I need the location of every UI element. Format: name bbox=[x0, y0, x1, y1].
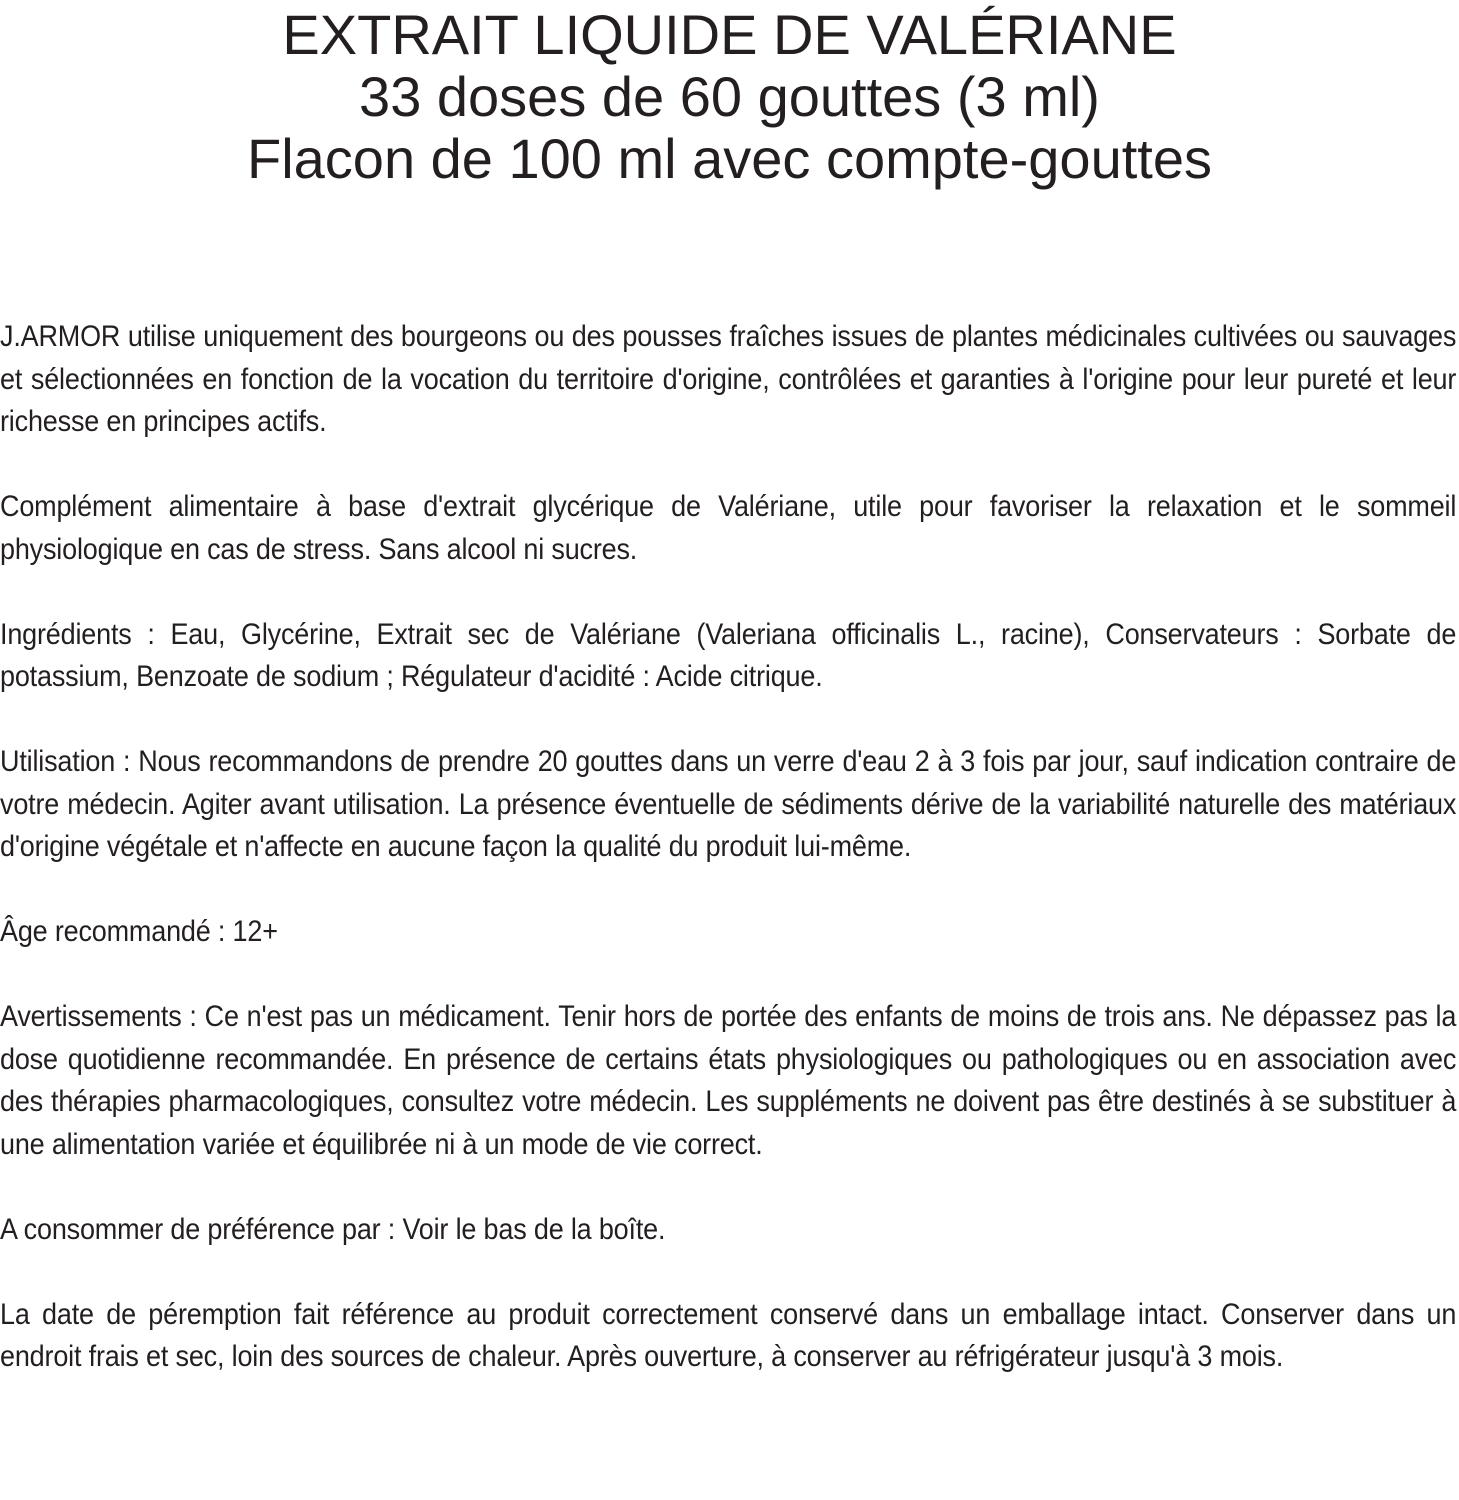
best-before-paragraph: A consommer de préférence par : Voir le bas de la boîte. bbox=[0, 1212, 666, 1246]
description-paragraph: Complément alimentaire à base d'extrait glycérique de Valériane, utile pour favoriser la relaxation et le sommeil physiologique en cas de stress. Sans alcool ni sucres. bbox=[0, 490, 1457, 566]
warnings-paragraph: Avertissements : Ce n'est pas un médicament. Tenir hors de portée des enfants de moins de trois ans. Ne dépassez pas la dose quotidienne recommandée. En présence de certains états physiologiques ou pathologiques ou en association avec des thérapies pharmacologiques, consultez votre médecin. Les suppléments ne doivent pas être destinés à se substituer à une alimentation variée et équilibrée ni à un mode de vie correct. bbox=[0, 1000, 1457, 1161]
product-header bbox=[0, 4, 1459, 190]
storage-paragraph: La date de péremption fait référence au produit correctement conservé dans un emballage intact. Conserver dans un endroit frais et sec, loin des sources de chaleur. Après ouverture, à conserver au réfrigérateur jusqu'à 3 mois. bbox=[0, 1297, 1457, 1373]
age-paragraph: Âge recommandé : 12+ bbox=[0, 915, 278, 948]
product-description bbox=[0, 316, 1456, 1379]
dose-info: 33 doses de 60 gouttes (3 ml) bbox=[359, 65, 1100, 128]
usage-paragraph: Utilisation : Nous recommandons de prendre 20 gouttes dans un verre d'eau 2 à 3 fois par jour, sauf indication contraire de votre médecin. Agiter avant utilisation. La présence éventuelle de sédiments dérive de la variabilité naturelle des matériaux d'origine végétale et n'affecte en aucune façon la qualité du produit lui-même. bbox=[0, 745, 1457, 863]
bottle-info: Flacon de 100 ml avec compte-gouttes bbox=[247, 127, 1212, 190]
origin-paragraph: J.ARMOR utilise uniquement des bourgeons ou des pousses fraîches issues de plantes médicinales cultivées ou sauvages et sélectionnées en fonction de la vocation du territoire d'origine, contrôlées et garanties à l'origine pour leur pureté et leur richesse en principes actifs. bbox=[0, 320, 1457, 438]
product-title: EXTRAIT LIQUIDE DE VALÉRIANE bbox=[282, 3, 1177, 66]
ingredients-paragraph: Ingrédients : Eau, Glycérine, Extrait sec de Valériane (Valeriana officinalis L., racine), Conservateurs : Sorbate de potassium, Benzoate de sodium ; Régulateur d'acidité : Acide citrique. bbox=[0, 617, 1457, 693]
